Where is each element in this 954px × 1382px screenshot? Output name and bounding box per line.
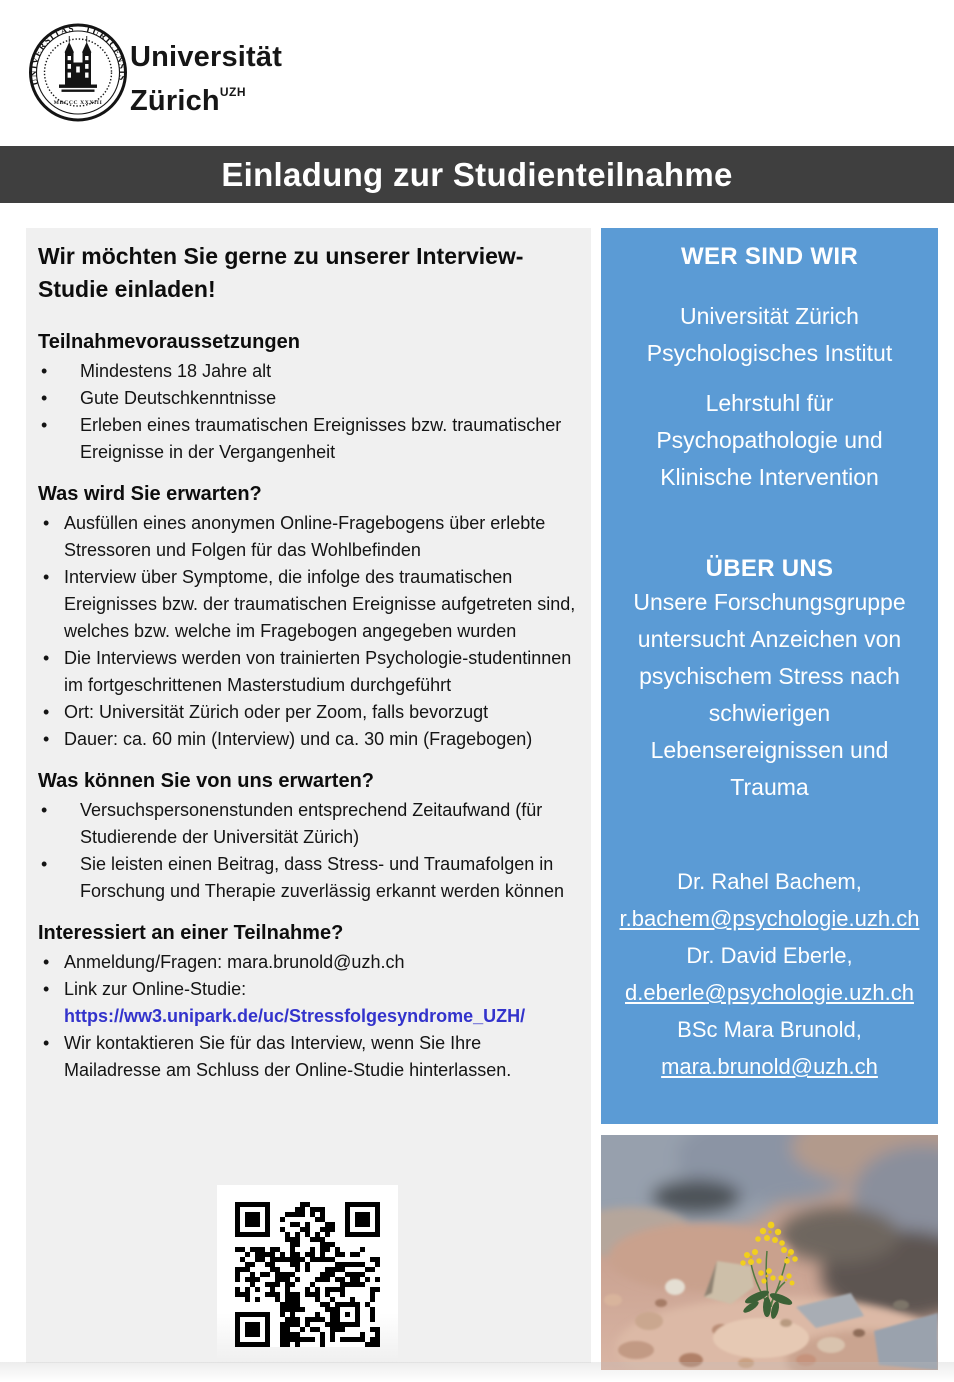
flower-photo-image [601, 1135, 938, 1370]
chair-line: Psychopathologie und [656, 427, 883, 453]
institute-line: Psychologisches Institut [646, 340, 893, 366]
institute-block [613, 298, 926, 372]
contact-name: BSc Mara Brunold, [677, 1017, 862, 1042]
contact-name: Dr. Rahel Bachem, [677, 869, 862, 894]
list-item: • Erleben eines traumatischen Ereignisses bzw. traumatischer Ereignisse in der Vergangenheit [38, 412, 577, 466]
contacts-block [613, 863, 926, 1085]
qr-card [217, 1185, 398, 1363]
section-title-what-we-offer: Was können Sie von uns erwarten? [38, 770, 374, 792]
section-title-what-to-expect: Was wird Sie erwarten? [38, 483, 262, 505]
contact-email-link[interactable]: r.bachem@psychologie.uzh.ch [619, 906, 920, 931]
list-item: • Dauer: ca. 60 min (Interview) und ca. 30 min (Fragebogen) [38, 726, 577, 753]
about-us-text: Unsere Forschungsgruppe untersucht Anzeichen von psychischem Stress nach schwierigen Lebensereignissen und Trauma [633, 589, 906, 800]
chair-line: Klinische Intervention [660, 464, 879, 490]
list-item: • Ausfüllen eines anonymen Online-Fragebogens über erlebte Stressoren und Folgen für das Wohlbefinden [38, 510, 577, 564]
who-we-are-heading: WER SIND WIR [681, 243, 858, 270]
page-title-banner: Einladung zur Studienteilnahme [0, 146, 954, 203]
online-study-link[interactable]: https://ww3.unipark.de/uc/Stressfolgesyndrome_UZH/ [64, 1006, 526, 1026]
what-to-expect-list [38, 510, 577, 753]
list-item: • Anmeldung/Fragen: mara.brunold@uzh.ch [38, 949, 577, 976]
list-item: • Mindestens 18 Jahre alt [38, 358, 577, 385]
sidebar-panel [601, 228, 938, 1124]
uzh-wordmark [130, 40, 282, 119]
wordmark-uzh-superscript: UZH [219, 85, 246, 99]
list-item: • Interview über Symptome, die infolge des traumatischen Ereignisses bzw. der traumatischen Ereignisse aufgetreten sind, welches bzw. welche im Fragebogen angegeben wurden [38, 564, 577, 645]
interested-list [38, 949, 577, 1084]
section-title-interested: Interessiert an einer Teilnahme? [38, 922, 344, 944]
seal-bottom-text: MDCCC XXXIII [53, 100, 103, 106]
what-we-offer-list [38, 797, 577, 905]
seal-arc-left-text: UNIVERSITAS [28, 23, 76, 87]
contact-name: Dr. David Eberle, [686, 943, 853, 968]
list-item: • Wir kontaktieren Sie für das Interview, wenn Sie Ihre Mailadresse am Schluss der Online-Studie hinterlassen. [38, 1030, 577, 1084]
uzh-seal-icon [28, 22, 128, 123]
list-item: • Die Interviews werden von trainierten Psychologie-studentinnen im fortgeschrittenen Masterstudium durchgeführt [38, 645, 577, 699]
institute-line: Universität Zürich [680, 303, 859, 329]
bottom-shadow [0, 1362, 954, 1382]
wordmark-line1: Universität [130, 41, 283, 73]
qr-code-icon [235, 1202, 380, 1347]
flower-photo [601, 1135, 938, 1370]
about-us-heading: ÜBER UNS [705, 555, 834, 582]
requirements-list [38, 358, 577, 466]
chair-line: Lehrstuhl für [705, 390, 834, 416]
section-title-requirements: Teilnahmevoraussetzungen [38, 331, 300, 353]
list-item: • Ort: Universität Zürich oder per Zoom, falls bevorzugt [38, 699, 577, 726]
wordmark-line2: Zürich$^{UZH}$ [130, 85, 246, 117]
contact-email-link[interactable]: mara.brunold@uzh.ch [661, 1054, 878, 1079]
intro-heading: Wir möchten Sie gerne zu unserer Interview- Studie einladen! [38, 243, 524, 302]
chair-block [613, 385, 926, 496]
contact-email-link[interactable]: d.eberle@psychologie.uzh.ch [625, 980, 914, 1005]
seal-arc-right-text: TURICENSIS [84, 23, 128, 83]
list-item: • Versuchspersonenstunden entsprechend Zeitaufwand (für Studierende der Universität Zürich) [38, 797, 577, 851]
list-item: • Gute Deutschkenntnisse [38, 385, 577, 412]
list-item: • Link zur Online-Studie: https://ww3.unipark.de/uc/Stressfolgesyndrome_UZH/ [38, 976, 577, 1030]
list-item: • Sie leisten einen Beitrag, dass Stress- und Traumafolgen in Forschung und Therapie zuverlässig erkannt werden können [38, 851, 577, 905]
